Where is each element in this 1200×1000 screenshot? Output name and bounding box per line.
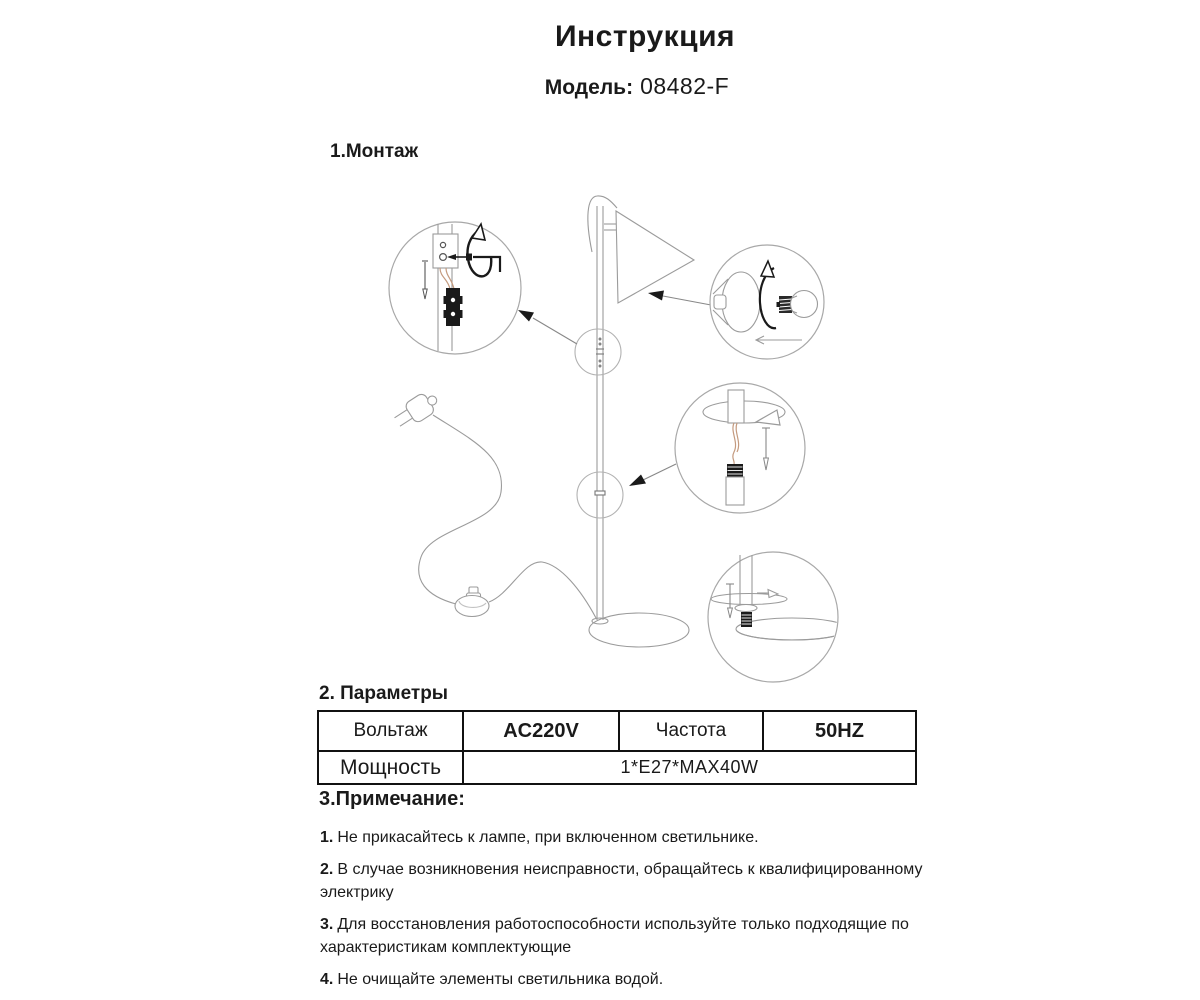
screw-hole-lower xyxy=(440,254,447,261)
note-number: 2. xyxy=(320,861,334,878)
arrowhead-to-shade xyxy=(648,291,664,301)
arrowhead-to-joint-detail xyxy=(518,310,534,322)
screw-hole-upper xyxy=(440,242,445,247)
note-text: Не очищайте элементы светильника водой. xyxy=(337,971,664,988)
section-heading-montage: 1.Монтаж xyxy=(330,141,419,162)
note-text: В случае возникновения неисправности, обращайтесь к квалифицированному электрику xyxy=(320,861,923,901)
note-number: 3. xyxy=(320,916,334,933)
table-row xyxy=(318,751,916,784)
section-heading-parameters: 2. Параметры xyxy=(319,683,449,704)
threaded-stud xyxy=(741,612,752,627)
frequency-label-cell: Частота xyxy=(619,711,763,751)
power-label-cell: Мощность xyxy=(318,751,463,784)
note-number: 4. xyxy=(320,971,334,988)
socket-opening xyxy=(714,295,726,309)
callout-ring-upper-joint xyxy=(575,329,621,375)
section-heading-notes: 3.Примечание: xyxy=(319,788,465,810)
notes-list xyxy=(320,826,980,1000)
shade-back xyxy=(722,272,760,332)
pole-foot-flange xyxy=(735,605,757,612)
pole-lower-section xyxy=(726,477,744,505)
power-value-cell: 1*E27*MAX40W xyxy=(463,751,916,784)
callout-base-mount-detail xyxy=(708,552,848,682)
note-number: 1. xyxy=(320,829,334,846)
page-title: Инструкция xyxy=(554,20,736,53)
cone-shade xyxy=(616,211,694,303)
parameters-table xyxy=(317,710,917,785)
note-text: Для восстановления работоспособности используйте только подходящие по характеристикам комплектующие xyxy=(320,916,909,956)
callout-bulb-socket-detail xyxy=(710,245,824,359)
power-cord xyxy=(419,415,596,618)
threaded-connector xyxy=(444,288,463,326)
floor-lamp-illustration xyxy=(588,196,694,647)
model-label: Модель: xyxy=(544,76,634,99)
note-item xyxy=(320,826,980,849)
voltage-value-cell: AC220V xyxy=(463,711,619,751)
voltage-label-cell: Вольтаж xyxy=(318,711,463,751)
pole-upper-section xyxy=(728,390,744,423)
callout-pole-joint-detail xyxy=(389,222,521,354)
note-text: Не прикасайтесь к лампе, при включенном светильнике. xyxy=(337,829,759,846)
plug-icon xyxy=(391,388,442,432)
model-value: 08482-F xyxy=(640,73,730,99)
arrowhead-to-lower-joint xyxy=(629,475,646,487)
note-item xyxy=(320,858,980,904)
mounting-plate xyxy=(433,234,458,268)
foot-switch-icon xyxy=(455,587,489,617)
table-row xyxy=(318,711,916,751)
note-item xyxy=(320,968,980,991)
frequency-value-cell: 50HZ xyxy=(763,711,916,751)
note-item xyxy=(320,913,980,959)
callout-wire-connector-detail xyxy=(675,383,805,513)
